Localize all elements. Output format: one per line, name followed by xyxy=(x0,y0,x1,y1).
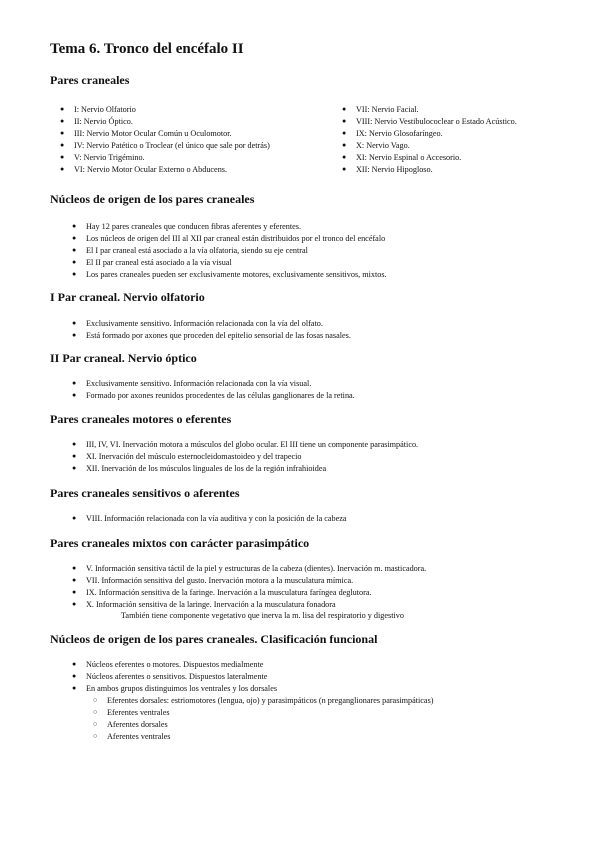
list-item: ● VIII. Información relacionada con la vía auditiva y con la posición de la cabeza xyxy=(72,514,347,523)
list-item: ● Formado por axones reunidos procedentes de las células ganglionares de la retina. xyxy=(72,391,355,400)
list-item: ● Núcleos eferentes o motores. Dispuestos medialmente xyxy=(72,660,264,669)
list-item: ● IX: Nervio Glosofaríngeo. xyxy=(342,129,443,138)
list-item: ● V: Nervio Trigémino. xyxy=(60,153,145,162)
list-item: ● XI. Inervación del músculo esternocleidomastoideo y del trapecio xyxy=(72,452,302,461)
list-item: ● En ambos grupos distinguimos los ventrales y los dorsales xyxy=(72,684,278,693)
page-title: Tema 6. Tronco del encéfalo II xyxy=(50,41,244,57)
list-item: ● Exclusivamente sensitivo. Información relacionada con la vía visual. xyxy=(72,379,312,388)
sub-list-item: ○ Eferentes dorsales: estriomotores (lengua, ojo) y parasimpáticos (n preganglionares parasimpáticas) xyxy=(93,696,434,705)
list-item: ● III: Nervio Motor Ocular Común u Oculomotor. xyxy=(60,129,232,138)
list-item: ● IX. Información sensitiva de la faringe. Inervación a la musculatura faríngea deglutora. xyxy=(72,588,372,597)
heading-nervio-optico: II Par craneal. Nervio óptico xyxy=(50,351,197,365)
list-item: ● Está formado por axones que proceden del epitelio sensorial de las fosas nasales. xyxy=(72,331,351,340)
heading-pares-craneales: Pares craneales xyxy=(50,73,130,87)
list-item: ● Exclusivamente sensitivo. Información relacionada con la vía del olfato. xyxy=(72,319,323,328)
list-item: ● VIII: Nervio Vestibulococlear o Estado Acústico. xyxy=(342,117,517,126)
list-item: ● I: Nervio Olfatorio xyxy=(60,105,136,114)
list-item: ● IV: Nervio Patético o Troclear (el único que sale por detrás) xyxy=(60,141,270,150)
sub-list-item: ○ Eferentes ventrales xyxy=(93,708,170,717)
list-item: ● III, IV, VI. Inervación motora a músculos del globo ocular. El III tiene un componente parasimpático. xyxy=(72,440,419,449)
list-item: ● XI: Nervio Espinal o Accesorio. xyxy=(342,153,462,162)
list-item: ● VI: Nervio Motor Ocular Externo o Abducens. xyxy=(60,165,228,174)
list-item: ● XII. Inervación de los músculos linguales de los de la región infrahioidea xyxy=(72,464,327,473)
list-item: ● El I par craneal está asociado a la vía olfatoria, siendo su eje central xyxy=(72,246,308,255)
sub-list-item: ○ Aferentes dorsales xyxy=(93,720,168,729)
heading-nucleos-origen: Núcleos de origen de los pares craneales xyxy=(50,192,255,206)
list-item: ● XII: Nervio Hipogloso. xyxy=(342,165,433,174)
list-item: ● X. Información sensitiva de la laringe. Inervación a la musculatura fonadora xyxy=(72,600,336,609)
heading-motores: Pares craneales motores o eferentes xyxy=(50,412,232,426)
list-item: ● VII. Información sensitiva del gusto. Inervación motora a la musculatura mímica. xyxy=(72,576,354,585)
heading-clasificacion: Núcleos de origen de los pares craneales. Clasificación funcional xyxy=(50,632,378,646)
list-item: ● Los pares craneales pueden ser exclusivamente motores, exclusivamente sensitivos, mixtos. xyxy=(72,270,387,279)
list-item: ● X: Nervio Vago. xyxy=(342,141,410,150)
sub-list-item: ○ Aferentes ventrales xyxy=(93,732,171,741)
heading-mixtos: Pares craneales mixtos con carácter parasimpático xyxy=(50,536,310,550)
list-item: ● Hay 12 pares craneales que conducen fibras aferentes y eferentes. xyxy=(72,222,302,231)
list-item: ● Núcleos aferentes o sensitivos. Dispuestos lateralmente xyxy=(72,672,268,681)
list-item: ● II: Nervio Óptico. xyxy=(60,117,133,126)
list-item: ● V. Información sensitiva táctil de la piel y estructuras de la cabeza (dientes). Inervación m. masticadora. xyxy=(72,564,427,573)
list-item: ● El II par craneal está asociado a la vía visual xyxy=(72,258,232,267)
note-text: También tiene componente vegetativo que inerva la m. lisa del respiratorio y digestivo xyxy=(121,611,404,620)
list-item: ● Los núcleos de origen del III al XII par craneal están distribuidos por el tronco del encéfalo xyxy=(72,234,386,243)
list-item: ● VII: Nervio Facial. xyxy=(342,105,419,114)
heading-sensitivos: Pares craneales sensitivos o aferentes xyxy=(50,486,240,500)
heading-nervio-olfatorio: I Par craneal. Nervio olfatorio xyxy=(50,290,205,304)
